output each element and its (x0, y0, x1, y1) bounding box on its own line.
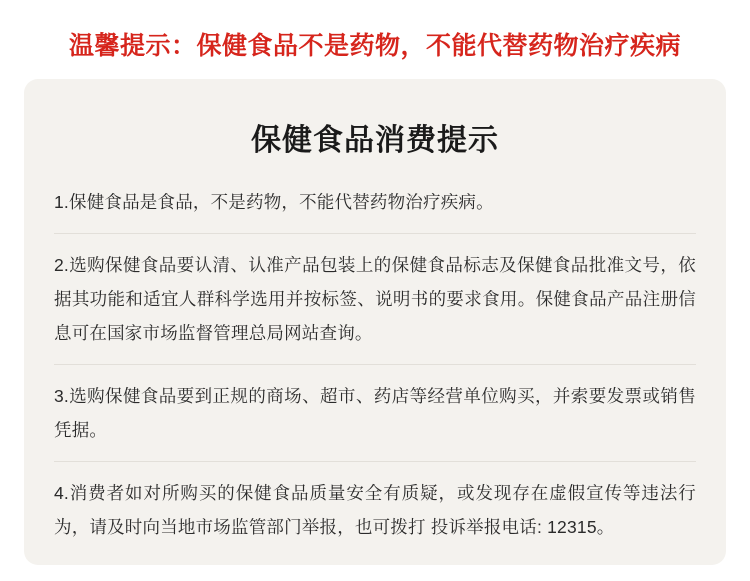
banner-text: 温馨提示：保健食品不是药物，不能代替药物治疗疾病 (68, 32, 681, 60)
banner (0, 0, 750, 79)
tip-item-3: 3.选购保健食品要到正规的商场、超市、药店等经营单位购买，并索要发票或销售凭据。 (54, 379, 696, 462)
tip-item-2: 2.选购保健食品要认清、认准产品包装上的保健食品标志及保健食品批准文号，依据其功能和适宜人群科学选用并按标签、说明书的要求食用。保健食品产品注册信息可在国家市场监督管理总局网站查询。 (54, 248, 696, 365)
consumer-tips-card (24, 79, 726, 565)
tip-item-4: 4.消费者如对所购买的保健食品质量安全有质疑，或发现存在虚假宣传等违法行为，请及时向当地市场监管部门举报，也可拨打 投诉举报电话: 12315。 (54, 483, 696, 538)
tip-item-1: 1.保健食品是食品，不是药物，不能代替药物治疗疾病。 (54, 185, 696, 234)
card-title: 保健食品消费提示 (251, 123, 499, 157)
